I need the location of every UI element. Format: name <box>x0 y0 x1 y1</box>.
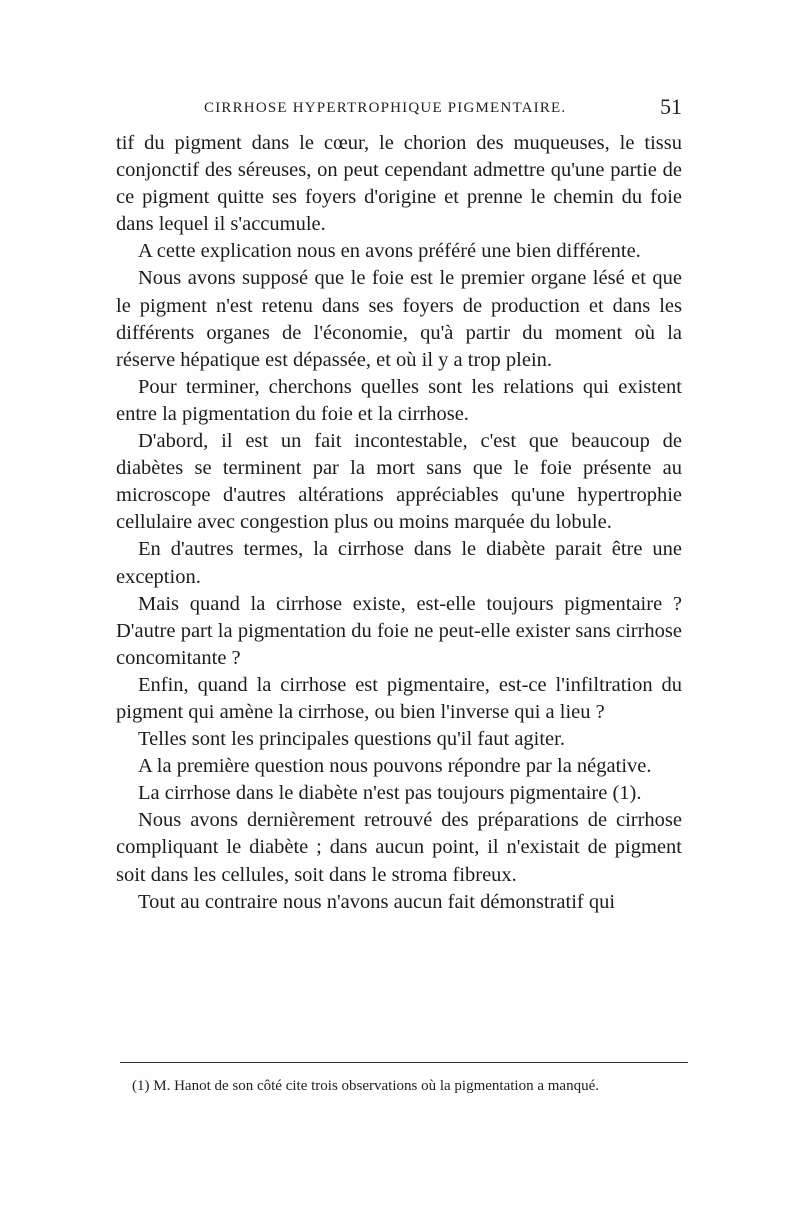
paragraph: D'abord, il est un fait incontestable, c'est que beaucoup de diabètes se terminent par la mort sans que le foie présente au microscope d'autres altérations appréciables qu'une hypertrophie cellulaire avec congestion plus ou moins marquée du lobule. <box>116 430 682 534</box>
paragraph: Telles sont les principales questions qu'il faut agiter. <box>138 728 565 751</box>
paragraph: Nous avons dernièrement retrouvé des préparations de cirrhose compliquant le diabète ; dans aucun point, il n'existait de pigment soit dans les cellules, soit dans le stroma fibreux. <box>116 809 682 886</box>
body-text <box>116 130 682 916</box>
paragraph: La cirrhose dans le diabète n'est pas toujours pigmentaire (1). <box>138 782 642 805</box>
running-head <box>116 96 682 120</box>
running-title: CIRRHOSE HYPERTROPHIQUE PIGMENTAIRE. <box>204 100 567 116</box>
paragraph: tif du pigment dans le cœur, le chorion des muqueuses, le tissu conjonctif des séreuses, on peut cependant admettre qu'une partie de ce pigment quitte ses foyers d'origine et prenne le chemin du foie dans lequel il s'accumule. <box>116 132 682 236</box>
page-number: 51 <box>660 94 682 119</box>
paragraph: A la première question nous pouvons répondre par la négative. <box>138 755 652 778</box>
paragraph: Pour terminer, cherchons quelles sont les relations qui existent entre la pigmentation du foie et la cirrhose. <box>116 375 682 425</box>
paragraph: En d'autres termes, la cirrhose dans le diabète parait être une exception. <box>116 538 682 588</box>
paragraph: A cette explication nous en avons préféré une bien différente. <box>138 240 641 263</box>
paragraph: Nous avons supposé que le foie est le premier organe lésé et que le pigment n'est retenu dans ses foyers de production et dans les différents organes de l'économie, qu'à partir du moment où la réserve hépatique est dépassée, et où il y a trop plein. <box>116 267 682 371</box>
footnote-divider <box>120 1062 688 1063</box>
paragraph: Enfin, quand la cirrhose est pigmentaire, est-ce l'infiltration du pigment qui amène la cirrhose, ou bien l'inverse qui a lieu ? <box>116 673 682 723</box>
footnote <box>116 1074 684 1099</box>
paragraph: Tout au contraire nous n'avons aucun fait démonstratif qui <box>138 890 616 913</box>
footnote-text: (1) M. Hanot de son côté cite trois observations où la pigmentation a manqué. <box>132 1078 599 1094</box>
paragraph: Mais quand la cirrhose existe, est-elle toujours pigmentaire ? D'autre part la pigmentation du foie ne peut-elle exister sans cirrhose concomitante ? <box>116 592 682 669</box>
